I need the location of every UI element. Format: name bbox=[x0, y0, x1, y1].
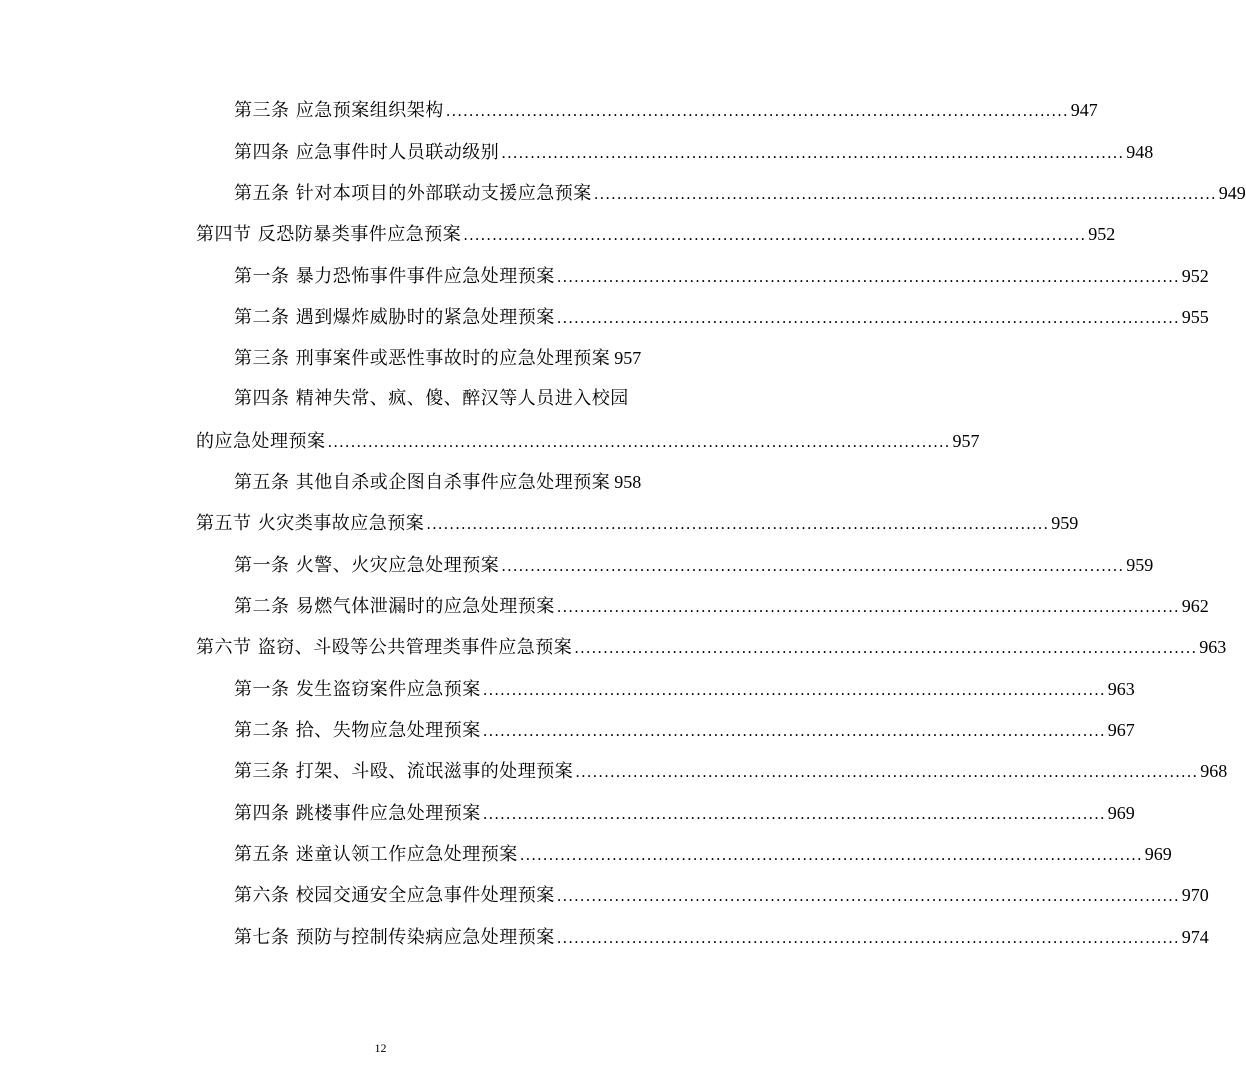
toc-entry[interactable] bbox=[234, 346, 640, 371]
dot-leader: ............................................................................................................ bbox=[556, 268, 1180, 286]
dot-leader: ............................................................................................................ bbox=[556, 309, 1180, 327]
toc-entry-page: 959 bbox=[1051, 513, 1079, 533]
toc-entry-title: 第一条 火警、火灾应急处理预案 bbox=[234, 555, 500, 576]
dot-leader: ............................................................................................................ bbox=[482, 805, 1106, 823]
toc-entry-title: 第一条 暴力恐怖事件事件应急处理预案 bbox=[234, 266, 555, 287]
toc-entry-page: 952 bbox=[1088, 224, 1116, 244]
toc-entry-title: 第四条 跳楼事件应急处理预案 bbox=[234, 803, 481, 824]
toc-entry[interactable] bbox=[234, 718, 1135, 743]
toc-entry-title: 第五条 针对本项目的外部联动支援应急预案 bbox=[234, 183, 592, 204]
toc-entry-page: 948 bbox=[1126, 142, 1154, 162]
toc-entry-page: 963 bbox=[1199, 637, 1227, 657]
toc-entry[interactable] bbox=[234, 594, 1209, 619]
toc-entry-page: 949 bbox=[1218, 183, 1246, 203]
toc-entry[interactable] bbox=[234, 801, 1135, 826]
toc-entry-title: 的应急处理预案 bbox=[196, 431, 326, 452]
dot-leader: ............................................................................................................ bbox=[574, 639, 1198, 657]
dot-leader: ............................................................................................................ bbox=[501, 144, 1125, 162]
toc-entry-page: 970 bbox=[1181, 885, 1209, 905]
toc-entry-page: 968 bbox=[1200, 761, 1228, 781]
dot-leader: ............................................................................................................ bbox=[482, 722, 1106, 740]
toc-entry[interactable] bbox=[234, 759, 1228, 784]
toc-entry-page: 955 bbox=[1181, 307, 1209, 327]
toc-entry-page: 963 bbox=[1107, 679, 1135, 699]
dot-leader: ............................................................................................................ bbox=[445, 102, 1069, 120]
toc-entry[interactable] bbox=[234, 305, 1209, 330]
toc-entry-page: 957 bbox=[952, 431, 980, 451]
toc-entry-title: 第五节 火灾类事故应急预案 bbox=[196, 513, 425, 534]
toc-entry[interactable] bbox=[234, 98, 1098, 123]
toc-entry-title: 第三条 应急预案组织架构 bbox=[234, 100, 444, 121]
toc-entry-page: 969 bbox=[1107, 803, 1135, 823]
dot-leader: ............................................................................................................ bbox=[327, 433, 951, 451]
toc-entry-title: 第五条 其他自杀或企图自杀事件应急处理预案 bbox=[234, 472, 611, 493]
dot-leader: ............................................................................................................ bbox=[575, 763, 1199, 781]
toc-entry[interactable] bbox=[234, 181, 1246, 206]
toc-entry[interactable] bbox=[234, 925, 1209, 950]
toc-entry[interactable] bbox=[234, 470, 640, 495]
toc-entry-title: 第四条 应急事件时人员联动级别 bbox=[234, 142, 500, 163]
toc-entry[interactable] bbox=[234, 883, 1209, 908]
toc-entry-continuation[interactable] bbox=[196, 429, 980, 454]
toc-entry-title: 第三条 刑事案件或恶性事故时的应急处理预案 bbox=[234, 348, 611, 369]
dot-leader: ............................................................................................................ bbox=[501, 557, 1125, 575]
dot-leader: ............................................................................................................ bbox=[593, 185, 1217, 203]
toc-section-entry[interactable] bbox=[196, 511, 1079, 536]
toc-entry[interactable] bbox=[234, 553, 1154, 578]
toc-entry[interactable] bbox=[234, 264, 1209, 289]
toc-entry-page: 962 bbox=[1181, 596, 1209, 616]
dot-leader: ............................................................................................................ bbox=[556, 929, 1180, 947]
dot-leader: ............................................................................................................ bbox=[556, 887, 1180, 905]
toc-entry-page: 947 bbox=[1070, 100, 1098, 120]
toc-entry-title: 第六条 校园交通安全应急事件处理预案 bbox=[234, 885, 555, 906]
toc-entry-title: 第二条 易燃气体泄漏时的应急处理预案 bbox=[234, 596, 555, 617]
toc-entry-title: 第四节 反恐防暴类事件应急预案 bbox=[196, 224, 462, 245]
dot-leader: ............................................................................................................ bbox=[482, 681, 1106, 699]
toc-entry-page: 958 bbox=[614, 472, 642, 492]
toc-entry-title: 第一条 发生盗窃案件应急预案 bbox=[234, 679, 481, 700]
toc-section-entry[interactable] bbox=[196, 635, 1227, 660]
toc-entry-title: 第七条 预防与控制传染病应急处理预案 bbox=[234, 927, 555, 948]
toc-entry[interactable] bbox=[234, 140, 1154, 165]
toc-entry-page: 969 bbox=[1144, 844, 1172, 864]
page-number: 12 bbox=[374, 1041, 387, 1055]
toc-section-entry[interactable] bbox=[196, 222, 1116, 247]
toc-entry-page: 967 bbox=[1107, 720, 1135, 740]
toc-entry-page: 957 bbox=[614, 348, 642, 368]
dot-leader: ............................................................................................................ bbox=[426, 515, 1050, 533]
toc-entry[interactable] bbox=[234, 842, 1172, 867]
toc-entry-title: 第二条 拾、失物应急处理预案 bbox=[234, 720, 481, 741]
toc-entry-first-line[interactable]: 第四条 精神失常、疯、傻、醉汉等人员进入校园 bbox=[234, 388, 629, 409]
toc-entry-page: 959 bbox=[1126, 555, 1154, 575]
dot-leader: ............................................................................................................ bbox=[519, 846, 1143, 864]
toc-entry-title: 第六节 盗窃、斗殴等公共管理类事件应急预案 bbox=[196, 637, 573, 658]
toc-entry-title: 第二条 遇到爆炸威胁时的紧急处理预案 bbox=[234, 307, 555, 328]
toc-entry-title: 第五条 迷童认领工作应急处理预案 bbox=[234, 844, 518, 865]
dot-leader: ............................................................................................................ bbox=[556, 598, 1180, 616]
toc-entry[interactable] bbox=[234, 677, 1135, 702]
dot-leader: ............................................................................................................ bbox=[463, 226, 1087, 244]
toc-entry-title: 第三条 打架、斗殴、流氓滋事的处理预案 bbox=[234, 761, 574, 782]
toc-entry-page: 974 bbox=[1181, 927, 1209, 947]
toc-entry-page: 952 bbox=[1181, 266, 1209, 286]
